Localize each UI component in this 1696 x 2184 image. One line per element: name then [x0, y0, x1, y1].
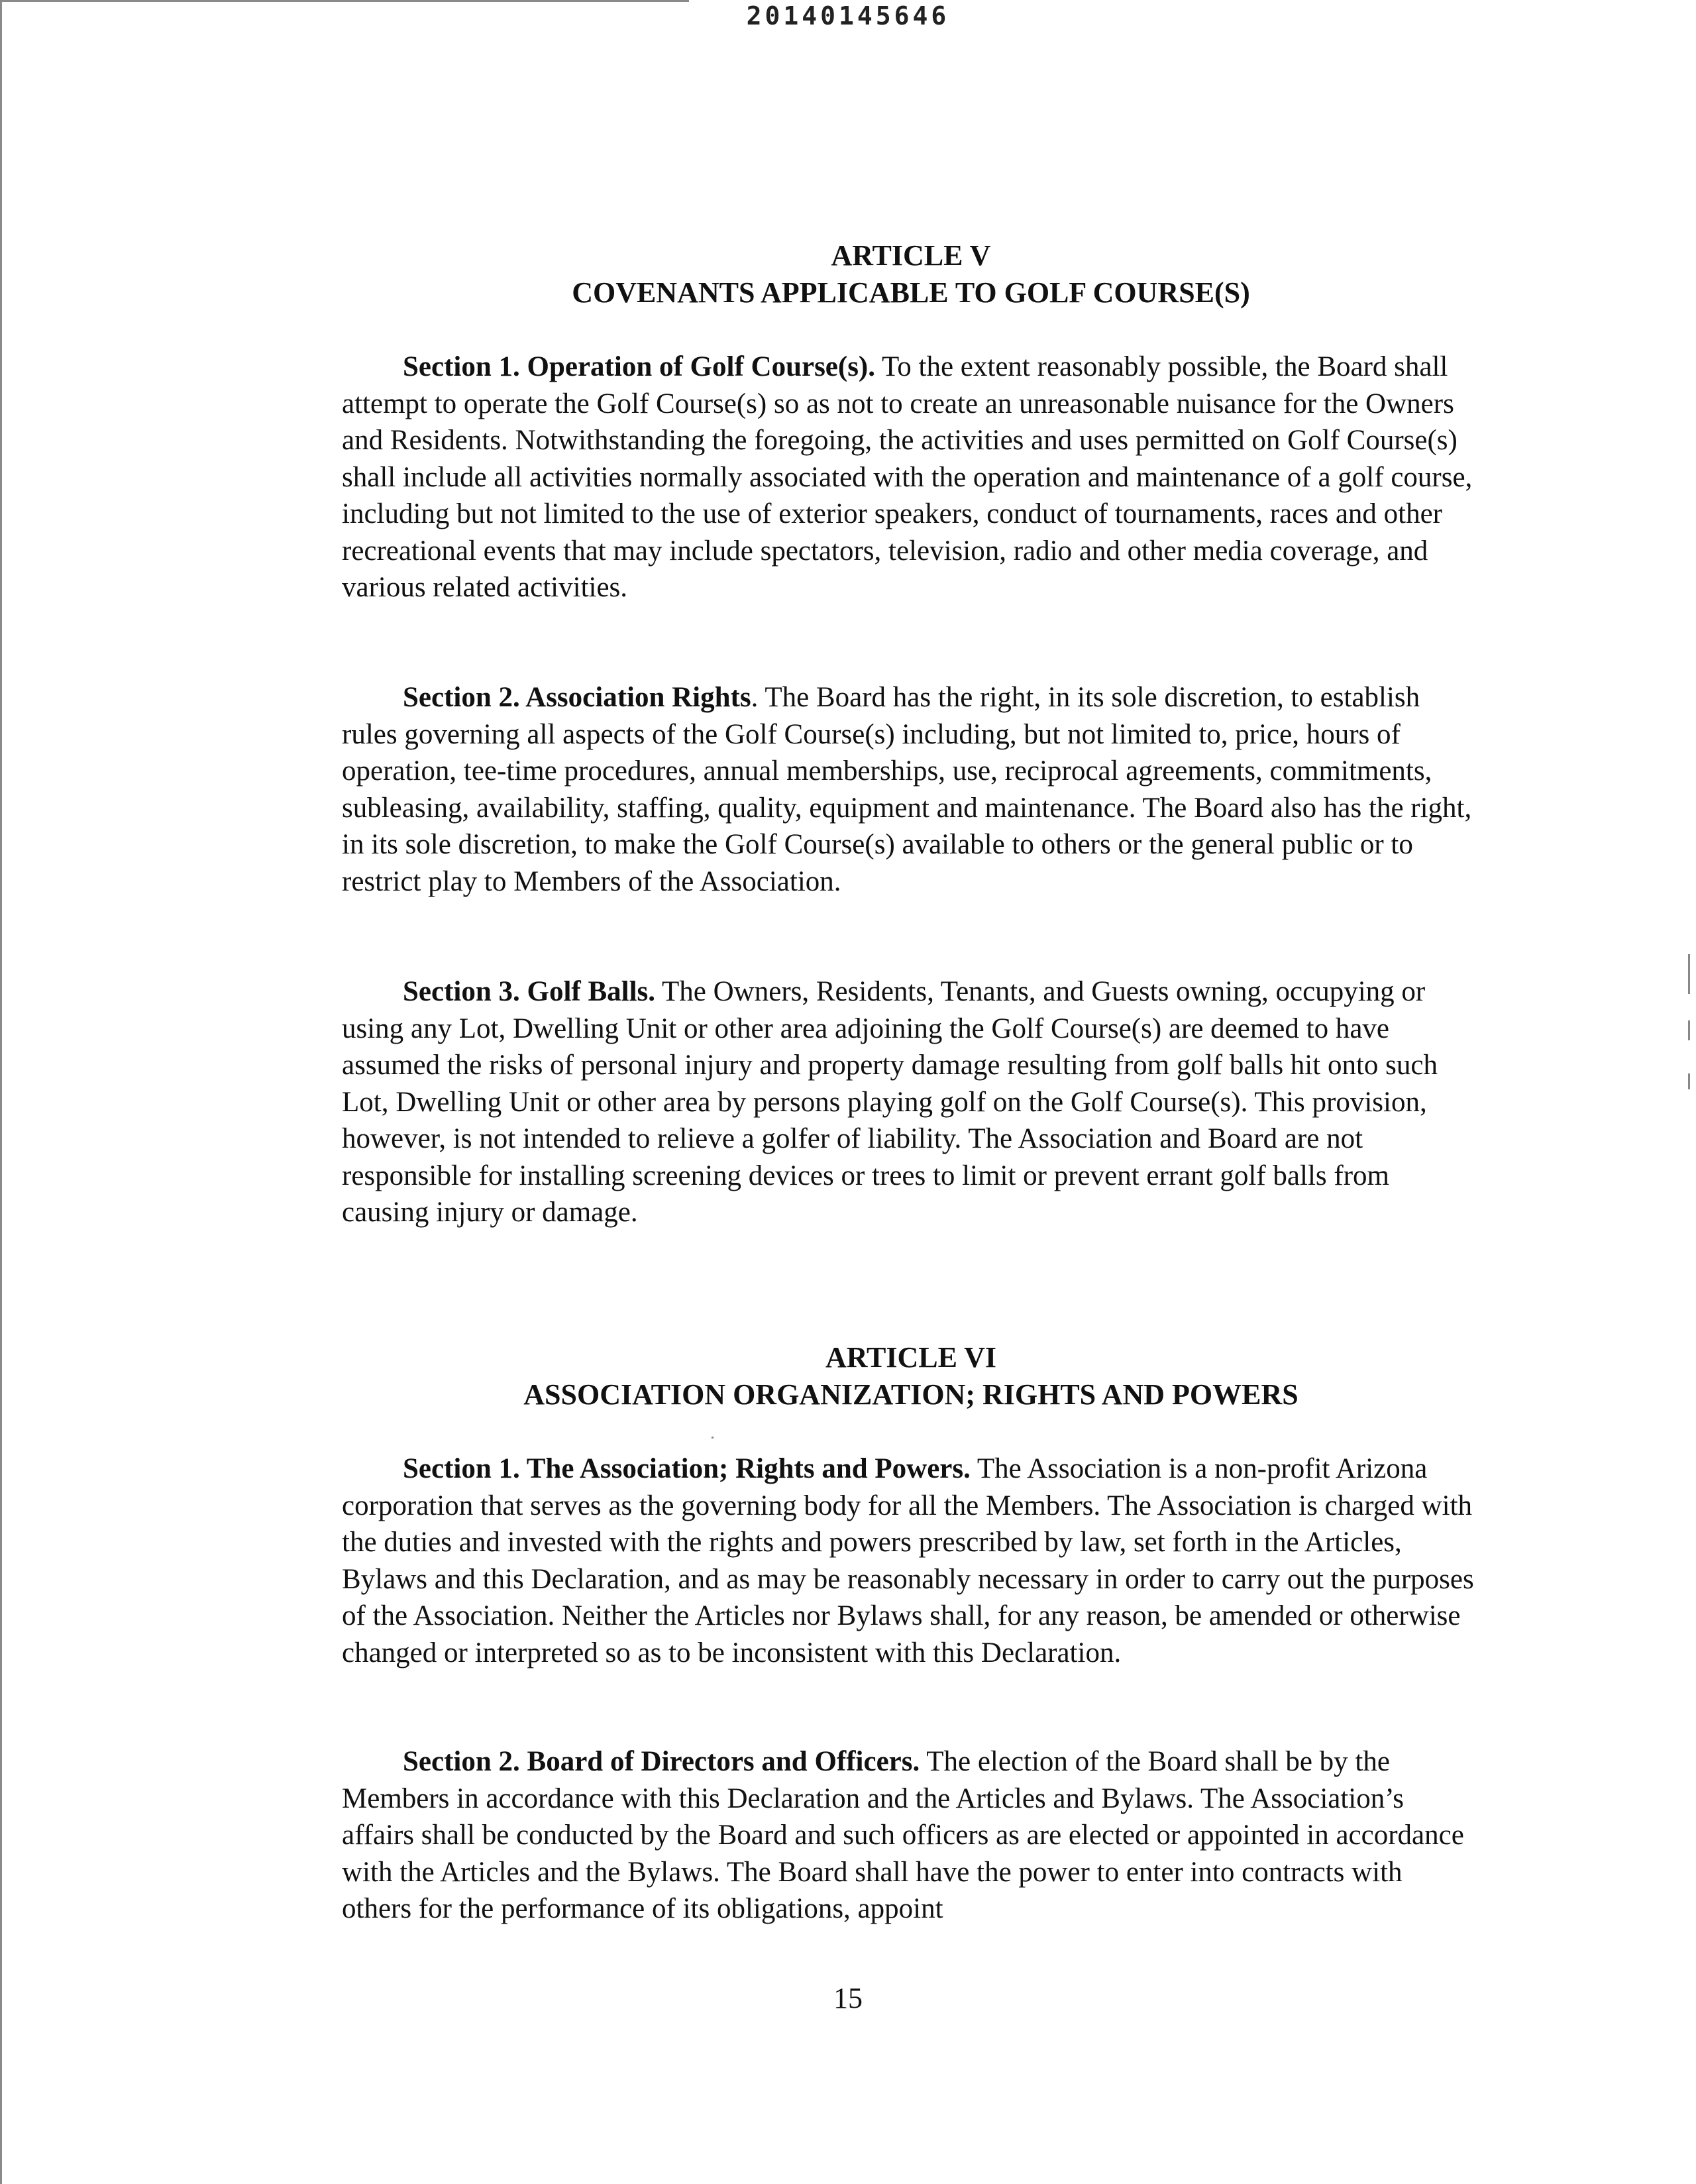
section-label: Section 2. Board of Directors and Officers. [403, 1746, 920, 1777]
section-label: Section 3. Golf Balls. [403, 976, 656, 1007]
section-text: To the extent reasonably possible, the Board shall attempt to operate the Golf Course(s) so as not to create an unreasonable nuisance for the Owners and Residents. Notwithstanding the foregoing, the activities and uses permitted on Golf Course(s) shall include all activities normally associated with the operation and maintenance of a golf course, including but not limited to the use of exterior speakers, conduct of tournaments, races and other recreational events that may include spectators, television, radio and other media coverage, and various related activities. [342, 351, 1473, 603]
document-number: 20140145646 [746, 1, 950, 30]
section-text: The Association is a non-profit Arizona corporation that serves as the governing body for all the Members. The Association is charged with the duties and invested with the rights and powers prescribed by law, set forth in the Articles, Bylaws and this Declaration, and as may be reasonably necessary in order to carry out the purposes of the Association. Neither the Articles nor Bylaws shall, for any reason, be amended or otherwise changed or interpreted so as to be inconsistent with this Declaration. [342, 1453, 1474, 1668]
scan-speck [1688, 1020, 1690, 1040]
section-paragraph [342, 973, 1475, 1231]
article-subtitle: COVENANTS APPLICABLE TO GOLF COURSE(S) [572, 276, 1250, 309]
article-heading [252, 1339, 1570, 1413]
article-title: ARTICLE V [831, 239, 991, 272]
article-title: ARTICLE VI [825, 1341, 997, 1374]
scan-speck [712, 1437, 714, 1439]
section-label: Section 1. The Association; Rights and Powers. [403, 1453, 971, 1484]
section-text: . The Board has the right, in its sole discretion, to establish rules governing all aspects of the Golf Course(s) including, but not limited to, price, hours of operation, tee-time procedures, annual memberships, use, reciprocal agreements, commitments, subleasing, availability, staffing, quality, equipment and maintenance. The Board also has the right, in its sole discretion, to make the Golf Course(s) available to others or the general public or to restrict play to Members of the Association. [342, 682, 1472, 897]
section-paragraph [342, 679, 1475, 900]
page-number: 15 [833, 1982, 863, 2014]
section-paragraph [342, 349, 1475, 606]
section-text: The Owners, Residents, Tenants, and Guests owning, occupying or using any Lot, Dwelling Unit or other area adjoining the Golf Course(s) are deemed to have assumed the risks of personal injury and property damage resulting from golf balls hit onto such Lot, Dwelling Unit or other area by persons playing golf on the Golf Course(s). This provision, however, is not intended to relieve a golfer of liability. The Association and Board are not responsible for installing screening devices or trees to limit or prevent errant golf balls from causing injury or damage. [342, 976, 1438, 1228]
article-subtitle: ASSOCIATION ORGANIZATION; RIGHTS AND POWERS [523, 1378, 1298, 1411]
article-heading [252, 237, 1570, 311]
section-paragraph [342, 1743, 1475, 1928]
section-text: The election of the Board shall be by the Members in accordance with this Declaration and the Articles and Bylaws. The Association’s affairs shall be conducted by the Board and such officers as are elected or appointed in accordance with the Articles and the Bylaws. The Board shall have the power to enter into contracts with others for the performance of its obligations, appoint [342, 1746, 1464, 1924]
scan-speck [1688, 1073, 1690, 1089]
section-label: Section 1. Operation of Golf Course(s). [403, 351, 876, 382]
scan-edge-left [0, 0, 2, 2184]
section-label: Section 2. Association Rights [403, 682, 751, 713]
scan-speck [1688, 954, 1690, 994]
section-paragraph [342, 1450, 1475, 1671]
